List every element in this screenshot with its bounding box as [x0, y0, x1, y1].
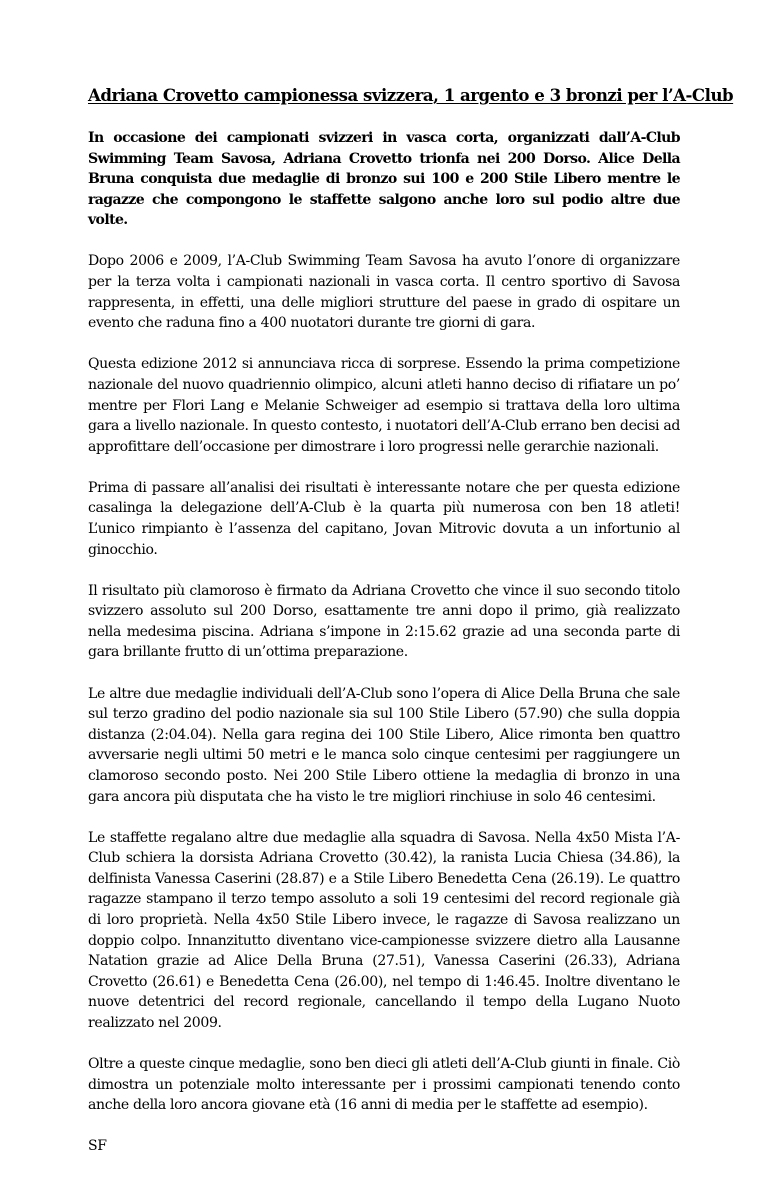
- paragraph-2: Questa edizione 2012 si annunciava ricca di sorprese. Essendo la prima competizione nazionale del nuovo quadriennio olimpico, alcuni atleti hanno deciso di rifiatare un po’ mentre per Flori Lang e Melanie Schweiger ad esempio si trattava della loro ultima gara a livello nazionale. In questo contesto, i nuotatori dell’A-Club errano ben decisi ad approfittare dell’occasione per dimostrare i loro progressi nelle gerarchie nazionali.: [88, 356, 680, 455]
- paragraph-6: Le staffette regalano altre due medaglie alla squadra di Savosa. Nella 4x50 Mista l’A-Club schiera la dorsista Adriana Crovetto (30.42), la ranista Lucia Chiesa (34.86), la delfinista Vanessa Caserini (28.87) e a Stile Libero Benedetta Cena (26.19). Le quattro ragazze stampano il terzo tempo assoluto a soli 19 centesimi del record regionale già di loro proprietà. Nella 4x50 Stile Libero invece, le ragazze di Savosa realizzano un doppio colpo. Innanzitutto diventano vice-campionesse svizzere dietro alla Lausanne Natation grazie ad Alice Della Bruna (27.51), Vanessa Caserini (26.33), Adriana Crovetto (26.61) e Benedetta Cena (26.00), nel tempo di 1:46.45. Inoltre diventano le nuove detentrici del record regionale, cancellando il tempo della Lugano Nuoto realizzato nel 2009.: [88, 829, 680, 1031]
- author-signature: SF: [88, 1138, 107, 1155]
- paragraph-7: Oltre a queste cinque medaglie, sono ben dieci gli atleti dell’A-Club giunti in finale. Ciò dimostra un potenziale molto interessante per i prossimi campionati tenendo conto anche della loro ancora giovane età (16 anni di media per le staffette ad esempio).: [88, 1056, 680, 1114]
- paragraph-1: Dopo 2006 e 2009, l’A-Club Swimming Team Savosa ha avuto l’onore di organizzare per la terza volta i campionati nazionali in vasca corta. Il centro sportivo di Savosa rappresenta, in effetti, una delle migliori strutture del paese in grado di ospitare un evento che raduna fino a 400 nuotatori durante tre giorni di gara.: [88, 253, 680, 332]
- paragraph-5: Le altre due medaglie individuali dell’A-Club sono l’opera di Alice Della Bruna che sale sul terzo gradino del podio nazionale sia sul 100 Stile Libero (57.90) che sulla doppia distanza (2:04.04). Nella gara regina dei 100 Stile Libero, Alice rimonta ben quattro avversarie negli ultimi 50 metri e le manca solo cinque centesimi per raggiungere un clamoroso secondo posto. Nei 200 Stile Libero ottiene la medaglia di bronzo in una gara ancora più disputata che ha visto le tre migliori rinchiuse in solo 46 centesimi.: [88, 685, 680, 805]
- paragraph-3: Prima di passare all’analisi dei risultati è interessante notare che per questa edizione casalinga la delegazione dell’A-Club è la quarta più numerosa con ben 18 atleti! L’unico rimpianto è l’assenza del capitano, Jovan Mitrovic dovuta a un infortunio al ginocchio.: [88, 479, 680, 558]
- paragraph-4: Il risultato più clamoroso è firmato da Adriana Crovetto che vince il suo secondo titolo svizzero assoluto sul 200 Dorso, esattamente tre anni dopo il primo, già realizzato nella medesima piscina. Adriana s’impone in 2:15.62 grazie ad una seconda parte di gara brillante frutto di un’ottima preparazione.: [88, 582, 680, 661]
- article: [88, 84, 734, 1177]
- article-title: Adriana Crovetto campionessa svizzera, 1 argento e 3 bronzi per l’A-Club: [88, 85, 734, 105]
- article-lead: In occasione dei campionati svizzeri in vasca corta, organizzati dall’A-Club Swimming Team Savosa, Adriana Crovetto trionfa nei 200 Dorso. Alice Della Bruna conquista due medaglie di bronzo sui 100 e 200 Stile Libero mentre le ragazze che compongono le staffette salgono anche loro sul podio altre due volte.: [88, 130, 680, 229]
